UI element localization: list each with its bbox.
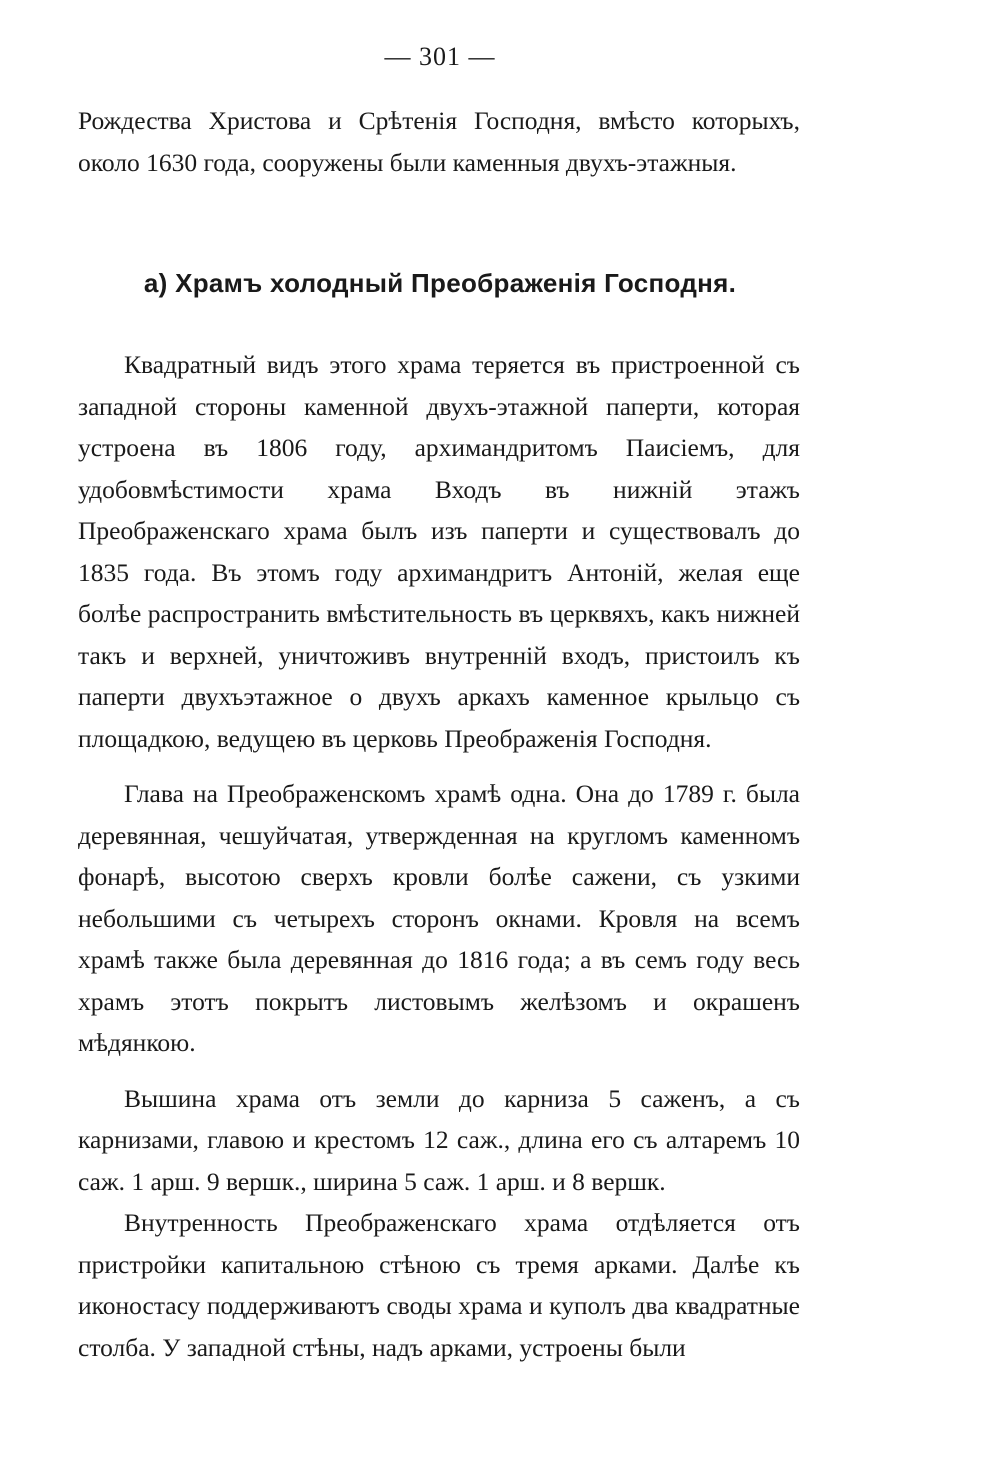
paragraph-1: Квадратный видъ этого храма теряется въ пристроенной съ западной стороны каменной двухъ-этажной паперти, которая устроена въ 1806 году, архимандритомъ Паисіемъ, для удобовмѣстимости храма Входъ въ нижній этажъ Преображенскаго храма былъ изъ паперти и существовалъ до 1835 года. Въ этомъ году архимандритъ Антоній, желая еще болѣе распространить вмѣстительность въ церквяхъ, какъ нижней такъ и верхней, уничтоживъ внутренній входъ, пристоилъ къ паперти двухъэтажное о двухъ аркахъ каменное крыльцо съ площадкою, ведущею въ церковь Преображенія Господня. [78,350,800,753]
section-heading: а) Храмъ холодный Преображенія Господня. [143,268,737,298]
paragraph-2: Глава на Преображенскомъ храмѣ одна. Она до 1789 г. была деревянная, чешуйчатая, утвержденная на кругломъ каменномъ фонарѣ, высотою сверхъ кровли болѣе сажени, съ узкими небольшими съ четырехъ сторонъ окнами. Кровля на всемъ храмѣ также была деревянная до 1816 года; а въ семъ году весь храмъ этотъ покрытъ листовымъ желѣзомъ и окрашенъ мѣдянкою. [78,779,800,1057]
section-body [78,344,800,1368]
paragraph-4: Внутренность Преображенскаго храма отдѣляется отъ пристройки капитальною стѣною съ тремя арками. Далѣе къ иконостасу поддерживаютъ своды храма и куполъ два квадратные столба. У западной стѣны, надъ арками, устроены были [78,1208,800,1362]
intro-text: Рождества Христова и Срѣтенія Господня, вмѣсто которыхъ, около 1630 года, сооружены были каменныя двухъ-этажныя. [78,106,800,177]
intro-paragraph [78,100,800,183]
paragraph-3: Вышина храма отъ земли до карниза 5 саженъ, а съ карнизами, главою и крестомъ 12 саж., длина его съ алтаремъ 10 саж. 1 арш. 9 вершк., ширина 5 саж. 1 арш. и 8 вершк. [78,1083,800,1196]
page-number: — 301 — [384,42,496,71]
